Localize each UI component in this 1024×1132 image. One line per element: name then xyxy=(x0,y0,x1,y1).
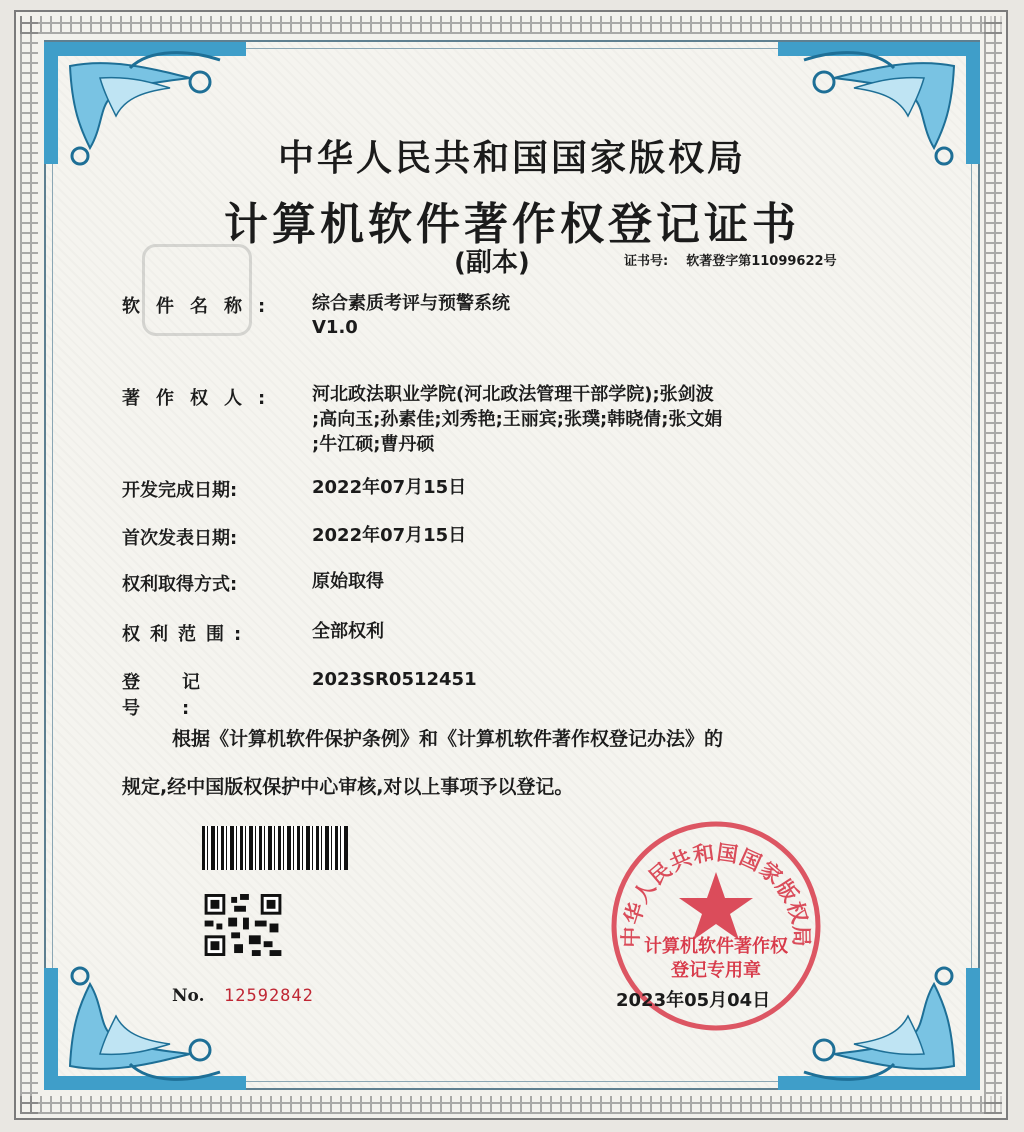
issue-date: 2023年05月04日 xyxy=(616,990,771,1011)
copy-label: (副本) xyxy=(454,248,530,278)
software-name-label: 软件名称: xyxy=(122,296,282,317)
dev-completion-date-value: 2022年07月15日 xyxy=(312,477,467,498)
copyright-owner-line1: 河北政法职业学院(河北政法管理干部学院);张剑波 xyxy=(312,384,714,405)
certificate-title: 计算机软件著作权登记证书 xyxy=(224,199,800,250)
seal-star-icon xyxy=(679,872,753,940)
copyright-owner-label: 著作权人: xyxy=(122,388,282,409)
corner-ornament-bottom-left xyxy=(40,964,250,1094)
statement-line2: 规定,经中国版权保护中心审核,对以上事项予以登记。 xyxy=(122,776,574,798)
copyright-owner-value xyxy=(312,382,722,457)
certificate-number-label: 证书号: xyxy=(624,254,669,269)
certificate-number-value: 软著登字第11099622号 xyxy=(686,254,837,269)
acquisition-method-label: 权利取得方式: xyxy=(122,574,238,595)
registration-no-value: 2023SR0512451 xyxy=(312,669,477,690)
meander-border-bottom xyxy=(20,1096,1002,1114)
seal-arc-text: 中华人民共和国国家版权局 xyxy=(618,840,814,948)
barcode xyxy=(202,826,348,870)
rights-scope-label: 权利范围: xyxy=(122,624,252,645)
copyright-owner-line3: ;牛江硕;曹丹硕 xyxy=(312,434,435,455)
issuing-authority: 中华人民共和国国家版权局 xyxy=(277,138,746,179)
copyright-owner-line2: ;高向玉;孙素佳;刘秀艳;王丽宾;张璞;韩晓倩;张文娟 xyxy=(312,409,723,430)
acquisition-method-value: 原始取得 xyxy=(312,571,384,592)
serial-label: No. xyxy=(172,986,205,1006)
software-name-line1: 综合素质考评与预警系统 xyxy=(312,293,510,314)
seal-line1: 计算机软件著作权 xyxy=(644,936,788,957)
first-publish-date-value: 2022年07月15日 xyxy=(312,525,467,546)
certificate-number xyxy=(624,250,837,269)
qr-code xyxy=(204,894,282,956)
registration-no-label: 登记号: xyxy=(122,672,242,719)
first-publish-date-label: 首次发表日期: xyxy=(122,528,238,549)
rights-scope-value: 全部权利 xyxy=(312,621,384,642)
meander-border-top xyxy=(20,16,1002,34)
watermark-emblem xyxy=(142,244,252,336)
dev-completion-date-label: 开发完成日期: xyxy=(122,480,238,501)
software-name-version: V1.0 xyxy=(312,317,358,338)
seal-line2: 登记专用章 xyxy=(671,960,761,981)
serial-number: 12592842 xyxy=(224,986,314,1006)
software-name-value xyxy=(312,292,510,340)
statement-line1: 根据《计算机软件保护条例》和《计算机软件著作权登记办法》的 xyxy=(172,728,724,750)
